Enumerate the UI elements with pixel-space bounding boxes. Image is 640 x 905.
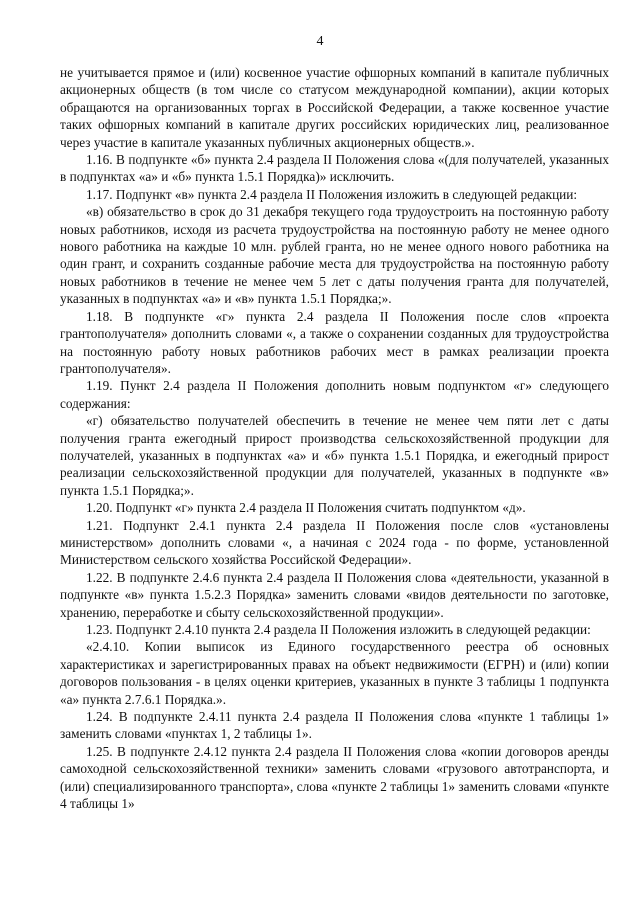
paragraph-item-1-16: 1.16. В подпункте «б» пункта 2.4 раздела II Положения слова «(для получателей, указанных в подпунктах «а» и «б» пункта 1.5.1 Порядка)» исключить.: [60, 152, 609, 185]
paragraph-item-1-18: 1.18. В подпункте «г» пункта 2.4 раздела II Положения после слов «проекта грантополучателя» дополнить словами «, а также о сохранении созданных для трудоустройства на постоянную работу новых работников рабочих мест в рамках реализации проекта грантополучателя».: [60, 308, 609, 376]
paragraph-item-1-17: 1.17. Подпункт «в» пункта 2.4 раздела II Положения изложить в следующей редакции:: [86, 186, 578, 202]
paragraph-item-1-19: 1.19. Пункт 2.4 раздела II Положения дополнить новым подпунктом «г» следующего содержания:: [60, 378, 609, 411]
paragraph-continuation: не учитывается прямое и (или) косвенное участие офшорных компаний в капитале публичных акционерных обществ (в том числе со статусом международной компании), акции которых обращаются на организованных торгах в Российской Федерации, а также косвенное участие таких офшорных компаний в капитале других российских юридических лиц, реализованное через участие в капитале указанных публичных акционерных обществ.».: [60, 65, 609, 150]
paragraph-item-1-25: 1.25. В подпункте 2.4.12 пункта 2.4 раздела II Положения слова «копии договоров аренды самоходной сельскохозяйственной техники» заменить словами «грузового автотранспорта, и (или) специализированного транспорта», слова «пункте 2 таблицы 1» заменить словами «пункте 4 таблицы 1»: [60, 743, 609, 812]
paragraph-item-1-24: 1.24. В подпункте 2.4.11 пункта 2.4 раздела II Положения слова «пункте 1 таблицы 1» заменить словами «пунктах 1, 2 таблицы 1».: [60, 709, 609, 742]
paragraph-item-1-22: 1.22. В подпункте 2.4.6 пункта 2.4 раздела II Положения слова «деятельности, указанной в подпункте «в» пункта 1.5.2.3 Порядка» заменить словами «видов деятельности по заготовке, хранению, переработке и сбыту сельскохозяйственной продукции».: [60, 569, 609, 620]
paragraph-item-1-21: 1.21. Подпункт 2.4.1 пункта 2.4 раздела II Положения после слов «установлены министерством» дополнить словами «, а начиная с 2024 года - по форме, установленной Министерством сельского хозяйства Российской Федерации».: [60, 517, 609, 568]
paragraph-item-1-17-text: «в) обязательство в срок до 31 декабря текущего года трудоустроить на постоянную работу новых работников, исходя из расчета трудоустройства на постоянную работу не менее одного нового работника на каждые 10 млн. рублей гранта, но не менее одного нового работника на один грант, и сохранить созданные рабочие места для трудоустройства на постоянную работу новых работников в течение не менее чем 5 лет с даты получения гранта для получателей, указанных в подпунктах «а» и «в» пункта 1.5.1 Порядка;».: [60, 204, 609, 307]
paragraph-item-1-19-text: «г) обязательство получателей обеспечить в течение не менее чем пяти лет с даты получения гранта ежегодный прирост производства сельскохозяйственной продукции для получателей, указанных в подпунктах «а» и «б» пункта 1.5.1 Порядка, и ежегодный прирост реализации сельскохозяйственной продукции для получателей, указанных в подпункте «в» пункта 1.5.1 Порядка;».: [60, 413, 609, 498]
document-body: [60, 64, 609, 812]
paragraph-item-1-20: 1.20. Подпункт «г» пункта 2.4 раздела II Положения считать подпунктом «д».: [86, 500, 526, 516]
paragraph-item-1-23: 1.23. Подпункт 2.4.10 пункта 2.4 раздела II Положения изложить в следующей редакции:: [86, 622, 591, 637]
paragraph-item-1-23-text: «2.4.10. Копии выписок из Единого государственного реестра об основных характеристиках и зарегистрированных правах на объект недвижимости (ЕГРН) и (или) копии договоров пользования - в целях оценки критериев, указанных в пункте 3 таблицы 1 подпункта «а» пункта 2.7.6.1 Порядка.».: [60, 639, 609, 707]
page-number: 4: [316, 34, 324, 49]
